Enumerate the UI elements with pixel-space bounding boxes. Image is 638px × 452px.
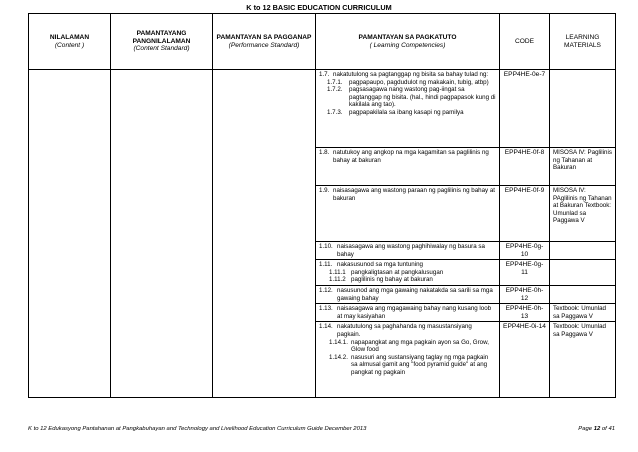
code-cell: EPP4HE-0e-7: [500, 70, 550, 148]
materials-cell: Textbook: Umunlad sa Paggawa V: [550, 322, 616, 398]
page-number: Page 12 of 41: [578, 426, 615, 432]
sub-competency-item: 1.7.1. pagpapaupo, pagdudulot ng makakain, tubig, atbp): [327, 78, 489, 86]
competency-cell: [316, 242, 500, 260]
materials-cell: [550, 285, 616, 303]
competency-cell: [316, 260, 500, 286]
document-title: K to 12 BASIC EDUCATION CURRICULUM: [246, 3, 392, 12]
competency-cell: [316, 186, 500, 242]
code-cell: EPP4HE-0h-13: [500, 304, 550, 322]
code-cell: EPP4HE-0g-11: [500, 260, 550, 286]
competency-item: 1.7. nakatutulong sa pagtanggap ng bisita sa bahay tulad ng:: [319, 71, 489, 78]
sub-competency-item: 1.7.3. pagpapakilala sa ibang kasapi ng pamilya: [327, 108, 464, 116]
code-cell: EPP4HE-0g-10: [500, 242, 550, 260]
competency-cell: [316, 70, 500, 148]
materials-cell: MISOSA IV: PAglilinis ng Tahanan at Bakuran Textbook: Umunlad sa Paggawa V: [550, 186, 616, 242]
competency-item: 1.11. nakasusunod sa mga tuntuning: [319, 261, 423, 269]
sub-competency-item: 1.14.1. napapangkat ang mga pagkain ayon sa Go, Grow, Glow food: [329, 338, 489, 354]
sub-competency-item: 1.7.2. pagsasagawa nang wastong pag-iingat sa pagtanggap ng bisita. (hal., hindi pagpapasok kung di kakilala ang tao).: [327, 86, 496, 109]
performance-standard-cell: [213, 70, 316, 398]
header-performance-standard: PAMANTAYAN SA PAGGANAP (Performance Standard): [213, 14, 316, 70]
materials-cell: [550, 242, 616, 260]
sub-competency-item: 1.14.2. nasusuri ang sustansiyang taglay ng mga pagkain sa almusal gamit ang "food pyramid guide" at ang pangkat ng pagkain: [329, 353, 489, 376]
materials-cell: MISOSA IV: Paglilinis ng Tahanan at Bakuran: [550, 148, 616, 186]
header-row: [29, 14, 616, 70]
materials-cell: [550, 70, 616, 148]
content-standard-cell: [111, 70, 213, 398]
header-code: CODE: [500, 14, 550, 70]
table-row: [29, 70, 616, 148]
materials-cell: Textbook: Umunlad sa Paggawa V: [550, 304, 616, 322]
code-cell: EPP4HE-0h-12: [500, 285, 550, 303]
competency-cell: [316, 285, 500, 303]
sub-competency-item: 1.11.1 pangkaligtasan at pangkalusugan: [329, 268, 444, 276]
competency-item: 1.10. naisasagawa ang wastong paghihiwalay ng basura sa bahay: [319, 243, 485, 258]
competency-cell: [316, 148, 500, 186]
competency-item: 1.14. nakatutulong sa paghahanda ng masustansiyang pagkain.: [319, 323, 472, 338]
header-nilalaman: NILALAMAN (Content ): [29, 14, 111, 70]
competency-cell: [316, 322, 500, 398]
curriculum-table: [28, 13, 616, 398]
footer-guide-title: K to 12 Edukasyong Pantahanan at Pangkabuhayan and Technology and Livelihood Education Curriculum Guide December 2013: [28, 426, 367, 432]
nilalaman-cell: [29, 70, 111, 398]
materials-cell: [550, 260, 616, 286]
header-learning-competencies: PAMANTAYAN SA PAGKATUTO ( Learning Competencies): [316, 14, 500, 70]
sub-competency-item: 1.11.2 paglilinis ng bahay at bakuran: [329, 276, 433, 284]
code-cell: EPP4HE-0f-8: [500, 148, 550, 186]
competency-cell: [316, 304, 500, 322]
competency-item: 1.12. nasusunod ang mga gawaing nakatakda sa sarili sa mga gawaing bahay: [319, 286, 493, 302]
header-content-standard: PAMANTAYANG PANGNILALAMAN (Content Standard): [111, 14, 213, 70]
code-cell: EPP4HE-0f-9: [500, 186, 550, 242]
competency-item: 1.9. naisasagawa ang wastong paraan ng paglilinis ng bahay at bakuran: [319, 187, 496, 202]
competency-item: 1.13. naisasagawa ang mgagawaing bahay nang kusang loob at may kasiyahan: [319, 305, 492, 320]
page-footer: [28, 426, 615, 432]
competency-item: 1.8. natutukoy ang angkop na mga kagamitan sa paglilinis ng bahay at bakuran: [319, 149, 489, 164]
code-cell: EPP4HE-0i-14: [500, 322, 550, 398]
header-learning-materials: LEARNING MATERIALS: [550, 14, 616, 70]
